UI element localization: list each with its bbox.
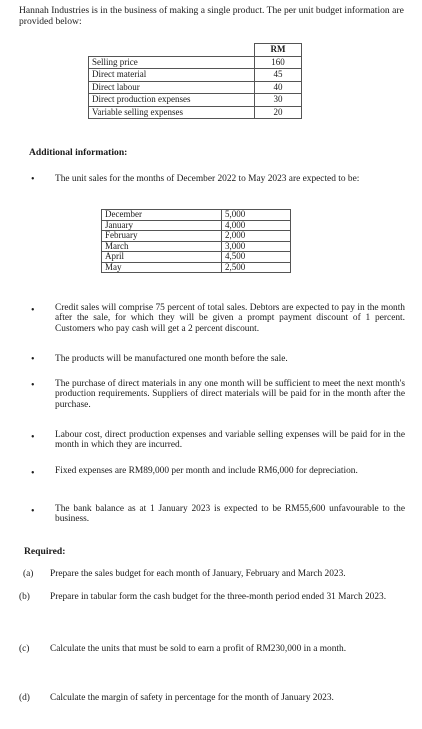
question-text-c: Calculate the units that must be sold to earn a profit of RM230,000 in a month. xyxy=(50,644,347,654)
question-label-a: (a) xyxy=(23,569,34,579)
currency-header: RM xyxy=(255,44,302,57)
month-cell: March xyxy=(102,241,222,252)
bullet-icon: • xyxy=(31,174,35,185)
cost-label: Direct material xyxy=(89,69,255,82)
cost-label: Direct labour xyxy=(89,81,255,94)
bullet-icon: • xyxy=(31,380,35,391)
cost-value: 45 xyxy=(255,69,302,82)
cost-label: Selling price xyxy=(89,56,255,69)
bullet-icon: • xyxy=(31,506,35,517)
table-row xyxy=(102,231,291,242)
question-text-d: Calculate the margin of safety in percentage for the month of January 2023. xyxy=(50,693,334,703)
table-row xyxy=(89,56,302,69)
cost-label: Direct production expenses xyxy=(89,94,255,107)
bullet-text-materials: The purchase of direct materials in any one month will be sufficient to meet the next month's production requirements. Suppliers of direct materials will be paid for in the month after the purchase. xyxy=(55,379,405,410)
table-row xyxy=(102,210,291,221)
bullet-text-labour: Labour cost, direct production expenses and variable selling expenses will be paid for in the month in which they are incurred. xyxy=(55,430,405,451)
month-cell: May xyxy=(102,262,222,273)
cost-value: 30 xyxy=(255,94,302,107)
units-cell: 2,000 xyxy=(222,231,291,242)
units-cell: 4,000 xyxy=(222,220,291,231)
bullet-text-credit-sales: Credit sales will comprise 75 percent of total sales. Debtors are expected to pay in the month after the sale, for which they will be given a prompt payment discount of 1 percent. Customers who pay cash will get a 2 percent discount. xyxy=(55,303,405,334)
cost-label: Variable selling expenses xyxy=(89,106,255,119)
bullet-icon: • xyxy=(31,432,35,443)
unit-cost-table xyxy=(88,43,302,119)
month-cell: February xyxy=(102,231,222,242)
bullet-icon: • xyxy=(31,305,35,316)
bullet-text-fixed-expenses: Fixed expenses are RM89,000 per month and include RM6,000 for depreciation. xyxy=(55,466,358,476)
question-label-d: (d) xyxy=(19,693,30,703)
bullet-text-manufacture: The products will be manufactured one month before the sale. xyxy=(55,354,288,364)
table-row xyxy=(89,94,302,107)
month-cell: April xyxy=(102,252,222,263)
table-row xyxy=(89,81,302,94)
question-label-b: (b) xyxy=(19,592,30,602)
month-cell: December xyxy=(102,210,222,221)
units-cell: 4,500 xyxy=(222,252,291,263)
units-cell: 3,000 xyxy=(222,241,291,252)
table-row xyxy=(102,241,291,252)
unit-sales-table xyxy=(101,209,291,273)
question-text-b: Prepare in tabular form the cash budget for the three-month period ended 31 March 2023. xyxy=(50,592,387,602)
bullet-text-bank-balance: The bank balance as at 1 January 2023 is expected to be RM55,600 unfavourable to the business. xyxy=(55,504,405,525)
units-cell: 2,500 xyxy=(222,262,291,273)
cost-value: 20 xyxy=(255,106,302,119)
table-row xyxy=(102,220,291,231)
additional-info-heading: Additional information: xyxy=(29,147,128,158)
table-header-row xyxy=(89,44,302,57)
question-label-c: (c) xyxy=(19,644,30,654)
table-row xyxy=(89,106,302,119)
bullet-icon: • xyxy=(31,354,35,365)
bullet-text-unit-sales: The unit sales for the months of December 2022 to May 2023 are expected to be: xyxy=(55,174,360,184)
cost-value: 160 xyxy=(255,56,302,69)
table-row xyxy=(102,262,291,273)
intro-paragraph: Hannah Industries is in the business of making a single product. The per unit budget information are provided below: xyxy=(19,5,404,27)
month-cell: January xyxy=(102,220,222,231)
cost-value: 40 xyxy=(255,81,302,94)
table-row xyxy=(102,252,291,263)
units-cell: 5,000 xyxy=(222,210,291,221)
bullet-icon: • xyxy=(31,468,35,479)
question-text-a: Prepare the sales budget for each month of January, February and March 2023. xyxy=(50,569,346,579)
table-row xyxy=(89,69,302,82)
required-heading: Required: xyxy=(24,546,66,557)
